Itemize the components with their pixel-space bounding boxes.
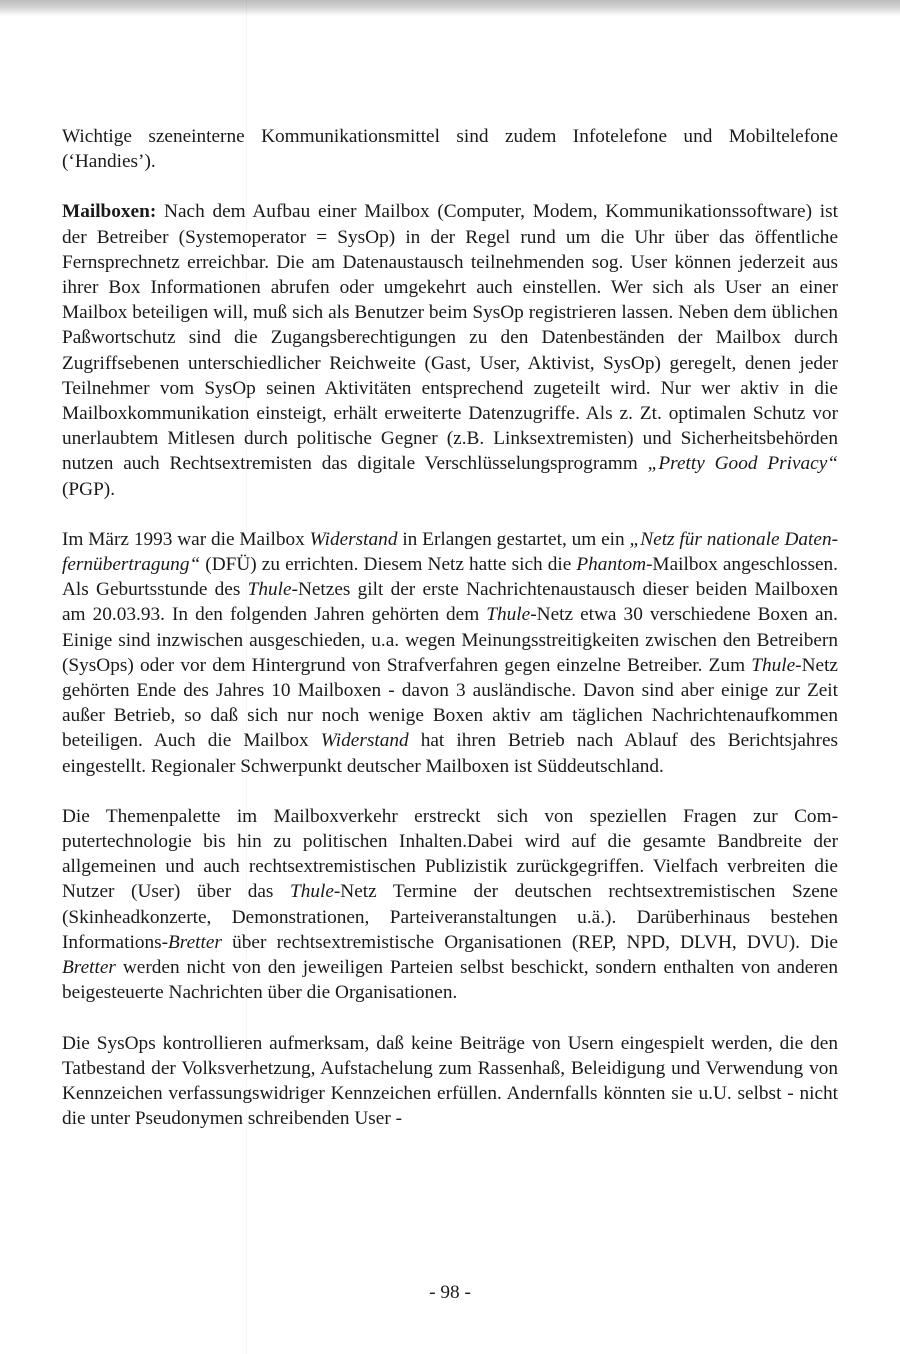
text-run: über rechtsextremistische Organisationen (REP, NPD, DLVH, DVU). Die [221,931,838,953]
text-run: werden nicht von den jeweiligen Parteien selbst beschickt, sondern enthalten von anderen beigesteuerte Nachrichten über die Organisationen. [62,957,838,1004]
text-run-italic: Thule [247,579,292,601]
text-run-italic: Widerstand [320,730,409,752]
text-run: Die SysOps kontrollieren aufmerksam, daß keine Beiträge von Usern eingespielt werden, die den Tatbestand der Volksverhetzung, Aufstachelung zum Rassenhaß, Beleidigung und Verwendung von Kennzeichen verfassungswidriger Kennzeichen erfüllen. Andernfalls könnten sie u.U. selbst - nicht die unter Pseudonymen schreibenden User - [62,1032,838,1130]
scan-top-edge [0,0,900,16]
text-run-italic: „Netz für nationale Datenfernübertragung“ [62,528,839,576]
text-run: Die Themenpalette im Mailboxverkehr erstreckt sich von speziellen Fragen zur Computertechnologie bis hin zu politischen Inhalten.Dabei wird auf die gesamte Bandbreite der allgemeinen und auch rechtsextremistischen Publizistik zurückgegriffen. Vielfach verbreiten die Nutzer (User) über das [62,805,838,903]
paragraph-thule [62,527,838,779]
page-number: - 98 - [429,1282,471,1303]
text-run: Wichtige szeneinterne Kommunikationsmittel sind zudem Infotelefone und Mobiltelefone (‘Handies’). [62,126,838,173]
paragraph-heading-mailboxen: Mailboxen: [62,201,157,223]
text-run: Im März 1993 war die Mailbox [62,528,310,550]
text-run-italic: Thule [486,604,531,626]
document-page [62,124,838,1156]
text-run-italic: Thule [751,654,796,676]
text-run-italic: Phantom [576,554,647,576]
paragraph-intro [62,124,838,174]
text-run-italic: Bretter [168,931,222,953]
text-run: in Erlangen gestartet, um ein [397,528,630,550]
paragraph-sysops [62,1031,838,1132]
text-run-italic: „Pretty Good Privacy“ [647,453,839,475]
text-run-italic: Widerstand [309,528,398,550]
text-run: hat ihren Betrieb nach Ablauf des Berichtsjahres eingestellt. Regionaler Schwerpunkt deutscher Mailboxen ist Süddeutschland. [62,730,838,777]
text-run: -Netz Termine der deutschen rechtsextremistischen Szene (Skinheadkonzerte, Demonstrationen, Parteiveranstaltungen u.ä.). Darüberhinaus bestehen Informations- [62,881,838,953]
paragraph-mailboxen [62,199,838,501]
text-run: -Netz etwa 30 verschiedene Boxen an. Einige sind inzwischen ausgeschieden, u.a. wegen Meinungsstreitigkeiten zwischen den Betreibern (SysOps) oder vor dem Hintergrund von Strafverfahren gegen einzelne Betreiber. Zum [62,604,838,676]
text-run: -Mailbox angeschlossen. Als Geburtsstunde des [62,554,838,601]
text-run-italic: Thule [289,881,334,903]
text-run-italic: Bretter [62,957,116,979]
text-run: -Netz gehörten Ende des Jahres 10 Mailboxen - davon 3 ausländische. Davon sind aber einige zur Zeit außer Betrieb, so daß sich nur noch wenige Boxen aktiv am täglichen Nachrichtenaufkommen beteiligen. Auch die Mailbox [62,654,838,752]
text-run: -Netzes gilt der erste Nachrichtenaustausch dieser beiden Mailboxen am 20.03.93. In den folgenden Jahren gehörten dem [62,579,838,626]
paragraph-themenpalette [62,804,838,1006]
text-run: (DFÜ) zu errichten. Diesem Netz hatte sich die [200,554,577,576]
text-run: (PGP). [62,478,116,500]
text-run: Nach dem Aufbau einer Mailbox (Computer, Modem, Kommunikationssoftware) ist der Betreiber (Systemoperator = SysOp) in der Regel rund um die Uhr über das öffentliche Fernsprechnetz erreichbar. Die am Datenaustausch teilnehmenden sog. User können jederzeit aus ihrer Box Informationen abrufen oder umgekehrt auch einstellen. Wer sich als User an einer Mailbox beteiligen will, muß sich als Benutzer beim SysOp registrieren lassen. Neben dem üblichen Paßwortschutz sind die Zugangsberechtigungen zu den Datenbeständen der Mailbox durch Zugriffsebenen unterschiedlicher Reichweite (Gast, User, Aktivist, SysOp) geregelt, denen jeder Teilnehmer vom SysOp seinen Aktivitäten entsprechend zugeteilt wird. Nur wer aktiv in die Mailboxkommunikation einsteigt, erhält erweiterte Datenzugriffe. Als z. Zt. optimalen Schutz vor unerlaubtem Mitlesen durch politische Gegner (z.B. Linksextremisten) und Sicherheitsbehörden nutzen auch Rechtsextremisten das digitale Verschlüsselungsprogramm [62,201,838,475]
